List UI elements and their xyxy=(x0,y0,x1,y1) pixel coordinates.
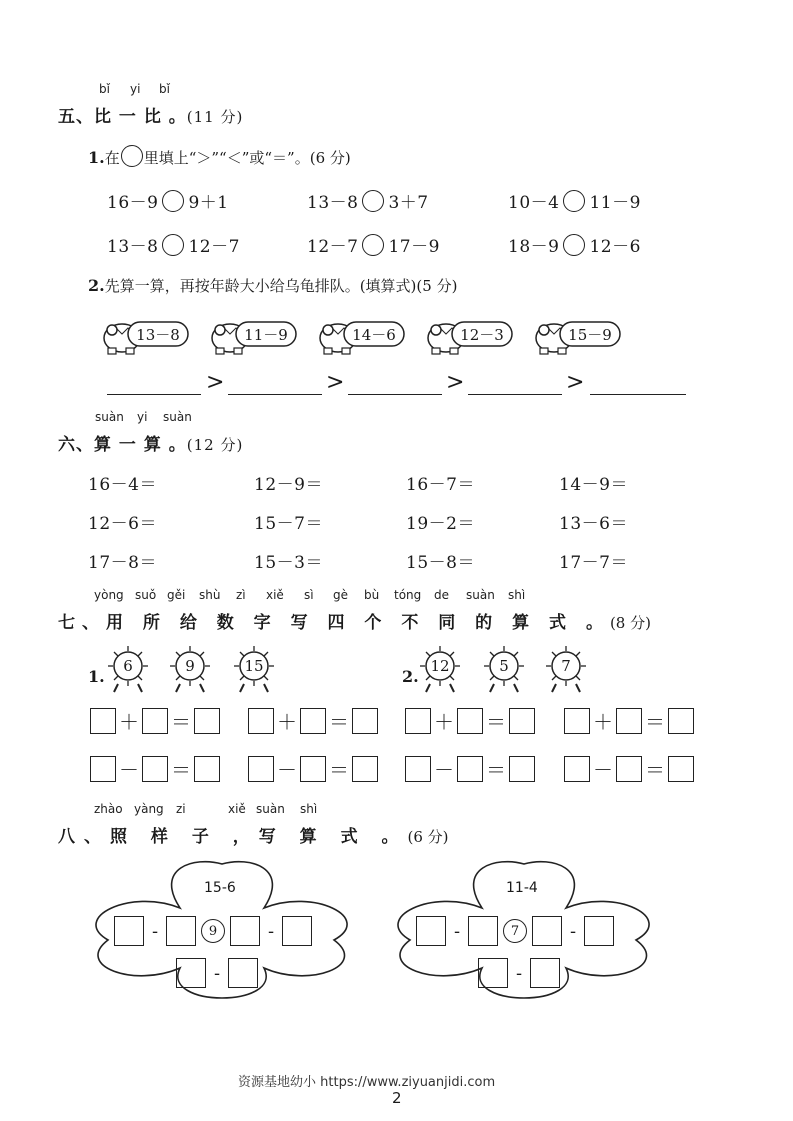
pinyin: yòng xyxy=(94,588,124,602)
answer-box[interactable] xyxy=(176,958,206,988)
answer-box[interactable] xyxy=(352,756,378,782)
answer-box[interactable] xyxy=(166,916,196,946)
answer-blank[interactable] xyxy=(590,394,686,395)
pinyin: yàng xyxy=(134,802,164,816)
answer-box[interactable] xyxy=(616,708,642,734)
calc-item[interactable]: 14－9＝ xyxy=(559,475,628,495)
answer-box[interactable] xyxy=(530,958,560,988)
pinyin: xiě xyxy=(228,802,246,816)
pinyin: xiě xyxy=(266,588,284,602)
answer-box[interactable] xyxy=(478,958,508,988)
section7-title xyxy=(58,608,651,633)
group-number: 2. xyxy=(402,667,419,686)
minus-sign: － xyxy=(277,758,297,782)
answer-box[interactable] xyxy=(532,916,562,946)
answer-box[interactable] xyxy=(668,708,694,734)
calc-item[interactable]: 17－7＝ xyxy=(559,553,628,573)
answer-blank[interactable] xyxy=(228,394,322,395)
compare-item: 13－8 12－7 xyxy=(107,232,240,257)
calc-item[interactable]: 17－8＝ xyxy=(88,553,157,573)
equation-row xyxy=(248,706,378,735)
instruction-text: 先算一算，再按年龄大小给乌龟排队。(填算式) xyxy=(104,277,417,295)
instruction-text: 在 xyxy=(104,149,120,167)
answer-circle[interactable] xyxy=(563,190,585,212)
minus-sign: - xyxy=(515,962,523,984)
pinyin: zi xyxy=(176,802,186,816)
flower-number: 15 xyxy=(244,657,264,675)
pinyin: shù xyxy=(199,588,221,602)
flower-number: 5 xyxy=(499,657,509,675)
answer-box[interactable] xyxy=(114,916,144,946)
footer-text: 资源基地幼小 https://www.ziyuanjidi.com xyxy=(238,1075,496,1090)
pinyin: yi xyxy=(130,82,141,96)
pinyin: yi xyxy=(137,410,148,424)
equals-sign: ＝ xyxy=(486,710,506,734)
answer-box[interactable] xyxy=(668,756,694,782)
question-score: (6 分) xyxy=(309,149,351,167)
equation-row xyxy=(564,754,694,783)
equation-row xyxy=(90,706,220,735)
answer-box[interactable] xyxy=(300,756,326,782)
pinyin: gěi xyxy=(167,588,186,602)
answer-box[interactable] xyxy=(142,708,168,734)
answer-blank[interactable] xyxy=(468,394,562,395)
pinyin: gè xyxy=(333,588,348,602)
question-number: 1. xyxy=(88,148,105,167)
section-score: (6 分) xyxy=(407,828,449,846)
answer-box[interactable] xyxy=(90,708,116,734)
answer-box[interactable] xyxy=(230,916,260,946)
calc-item[interactable]: 19－2＝ xyxy=(406,514,475,534)
answer-circle[interactable] xyxy=(362,234,384,256)
answer-box[interactable] xyxy=(248,708,274,734)
minus-sign: - xyxy=(151,920,159,942)
compare-item: 16－9 9＋1 xyxy=(107,188,229,213)
answer-box[interactable] xyxy=(468,916,498,946)
pinyin: bǐ xyxy=(99,82,110,96)
center-number: 9 xyxy=(201,919,225,943)
flower-number: 6 xyxy=(123,657,133,675)
pinyin: zhào xyxy=(94,802,123,816)
pinyin: de xyxy=(434,588,449,602)
equation-row xyxy=(405,706,535,735)
answer-box[interactable] xyxy=(282,916,312,946)
equals-sign: ＝ xyxy=(645,710,665,734)
section-score: (8 分) xyxy=(609,614,651,632)
equation-row xyxy=(405,754,535,783)
pinyin: tóng xyxy=(394,588,422,602)
section-title-text: 八、照 样 子 ，写 算 式 。 xyxy=(58,827,408,847)
answer-box[interactable] xyxy=(194,756,220,782)
section6-title xyxy=(58,430,243,455)
equals-sign: ＝ xyxy=(171,710,191,734)
section-score: (12 分) xyxy=(186,436,244,454)
flower-number: 12 xyxy=(430,657,450,675)
answer-box[interactable] xyxy=(564,756,590,782)
greater-than-symbol: > xyxy=(326,370,345,395)
answer-box[interactable] xyxy=(142,756,168,782)
section-title-text: 七、用 所 给 数 字 写 四 个 不 同 的 算 式 。 xyxy=(58,613,610,633)
question-number: 2. xyxy=(88,276,105,295)
section5-q2-instruction xyxy=(88,275,457,296)
calc-item[interactable]: 16－4＝ xyxy=(88,475,157,495)
minus-sign: - xyxy=(453,920,461,942)
section-title-text: 五、比 一 比 。 xyxy=(58,107,187,127)
equals-sign: ＝ xyxy=(329,758,349,782)
equals-sign: ＝ xyxy=(329,710,349,734)
calc-item[interactable]: 15－7＝ xyxy=(254,514,323,534)
section-score: (11 分) xyxy=(186,108,244,126)
answer-blank[interactable] xyxy=(107,394,201,395)
answer-box[interactable] xyxy=(457,756,483,782)
turtle-expression: 13－8 xyxy=(136,326,180,344)
equals-sign: ＝ xyxy=(171,758,191,782)
answer-box[interactable] xyxy=(584,916,614,946)
pinyin: bǐ xyxy=(159,82,170,96)
greater-than-symbol: > xyxy=(446,370,465,395)
circle-icon xyxy=(121,145,143,167)
turtle-expression: 15－9 xyxy=(568,326,612,344)
answer-box[interactable] xyxy=(564,708,590,734)
example-expression: 11-4 xyxy=(506,880,538,896)
section-title-text: 六、算 一 算 。 xyxy=(58,435,187,455)
pinyin: suàn xyxy=(466,588,495,602)
answer-box[interactable] xyxy=(228,958,258,988)
equals-sign: ＝ xyxy=(645,758,665,782)
calc-item[interactable]: 13－6＝ xyxy=(559,514,628,534)
calc-item[interactable]: 15－8＝ xyxy=(406,553,475,573)
equation-row xyxy=(248,754,378,783)
instruction-text: 里填上“＞”“＜”或“＝”。 xyxy=(143,149,310,167)
minus-sign: － xyxy=(434,758,454,782)
answer-box[interactable] xyxy=(416,916,446,946)
equation-row xyxy=(564,706,694,735)
answer-circle[interactable] xyxy=(563,234,585,256)
greater-than-symbol: > xyxy=(566,370,585,395)
center-number: 7 xyxy=(503,919,527,943)
minus-sign: － xyxy=(593,758,613,782)
answer-box[interactable] xyxy=(457,708,483,734)
equation-row xyxy=(90,754,220,783)
answer-box[interactable] xyxy=(90,756,116,782)
answer-box[interactable] xyxy=(300,708,326,734)
answer-blank[interactable] xyxy=(348,394,442,395)
pinyin: suǒ xyxy=(135,588,157,602)
section5-q1-instruction xyxy=(88,145,351,168)
example-expression: 15-6 xyxy=(204,880,236,896)
clover-row xyxy=(478,958,560,988)
answer-box[interactable] xyxy=(405,756,431,782)
pinyin: suàn xyxy=(163,410,192,424)
minus-sign: - xyxy=(569,920,577,942)
pinyin: shì xyxy=(508,588,526,602)
answer-box[interactable] xyxy=(405,708,431,734)
calc-item[interactable]: 16－7＝ xyxy=(406,475,475,495)
pinyin: bù xyxy=(364,588,380,602)
answer-circle[interactable] xyxy=(162,190,184,212)
section8-title xyxy=(58,822,449,847)
answer-box[interactable] xyxy=(248,756,274,782)
plus-sign: ＋ xyxy=(434,710,454,734)
compare-item: 10－4 11－9 xyxy=(508,188,641,213)
flower-number: 7 xyxy=(561,657,571,675)
answer-box[interactable] xyxy=(509,756,535,782)
minus-sign: - xyxy=(213,962,221,984)
answer-box[interactable] xyxy=(616,756,642,782)
clover-row xyxy=(176,958,258,988)
pinyin: shì xyxy=(300,802,318,816)
answer-box[interactable] xyxy=(352,708,378,734)
flower-number: 9 xyxy=(185,657,195,675)
plus-sign: ＋ xyxy=(593,710,613,734)
calc-item[interactable]: 12－9＝ xyxy=(254,475,323,495)
turtle-expression: 14－6 xyxy=(352,326,396,344)
minus-sign: - xyxy=(267,920,275,942)
turtle-expression: 11－9 xyxy=(244,326,288,344)
section5-title xyxy=(58,102,243,127)
pinyin: sì xyxy=(304,588,314,602)
compare-item: 12－7 17－9 xyxy=(307,232,440,257)
calc-item[interactable]: 12－6＝ xyxy=(88,514,157,534)
pinyin: zì xyxy=(236,588,246,602)
answer-circle[interactable] xyxy=(362,190,384,212)
answer-box[interactable] xyxy=(194,708,220,734)
equals-sign: ＝ xyxy=(486,758,506,782)
greater-than-symbol: > xyxy=(206,370,225,395)
compare-item: 18－9 12－6 xyxy=(508,232,641,257)
calc-item[interactable]: 15－3＝ xyxy=(254,553,323,573)
clover-row xyxy=(114,916,312,946)
question-score: (5 分) xyxy=(416,277,458,295)
page-number: 2 xyxy=(392,1089,402,1107)
minus-sign: － xyxy=(119,758,139,782)
pinyin: suàn xyxy=(256,802,285,816)
group-number: 1. xyxy=(88,667,105,686)
plus-sign: ＋ xyxy=(119,710,139,734)
turtle-expression: 12－3 xyxy=(460,326,504,344)
answer-circle[interactable] xyxy=(162,234,184,256)
plus-sign: ＋ xyxy=(277,710,297,734)
compare-item: 13－8 3＋7 xyxy=(307,188,429,213)
answer-box[interactable] xyxy=(509,708,535,734)
clover-row xyxy=(416,916,614,946)
pinyin: suàn xyxy=(95,410,124,424)
